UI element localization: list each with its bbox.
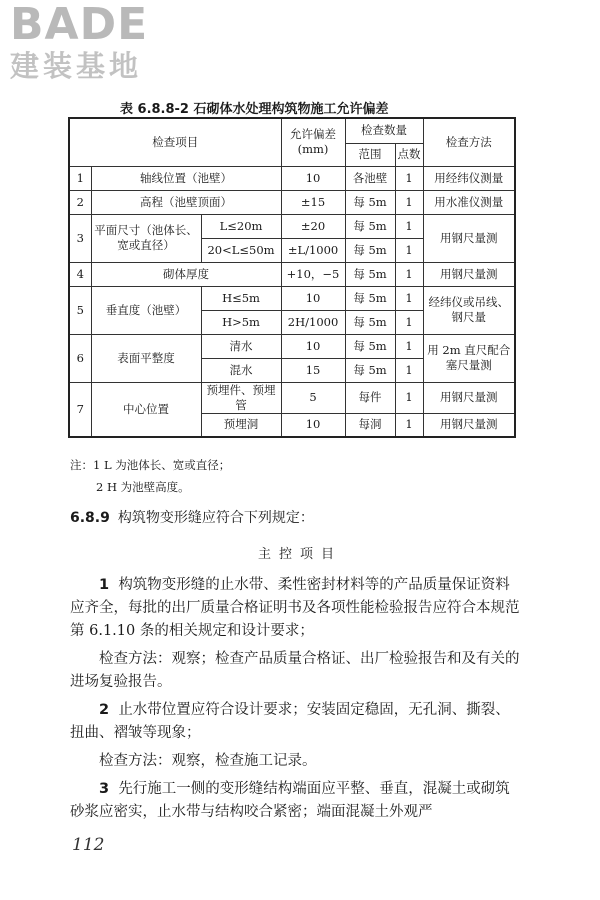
row-item: 轴线位置（池壁） (91, 166, 281, 190)
row-points: 1 (395, 166, 423, 190)
paragraph (70, 574, 522, 643)
header-range: 范围 (345, 143, 395, 166)
paragraph (70, 778, 522, 824)
table-row (69, 382, 515, 413)
row-range: 各池壁 (345, 166, 395, 190)
table-title: 表 6.8.8-2 石砌体水处理构筑物施工允许偏差 (120, 102, 389, 117)
row-condition: H>5m (201, 310, 281, 334)
row-item: 垂直度（池壁） (91, 286, 201, 334)
row-number: 6 (69, 334, 91, 382)
table-notes (70, 454, 230, 498)
header-tolerance-label: 允许偏差 (290, 127, 337, 142)
row-tolerance: ±L/1000 (281, 238, 345, 262)
note-1: 注：1 L 为池体长、宽或直径； (70, 458, 231, 472)
paragraph-number: 2 (99, 702, 110, 718)
row-range: 每 5m (345, 358, 395, 382)
header-points: 点数 (395, 143, 423, 166)
row-condition: 混水 (201, 358, 281, 382)
row-item: 砌体厚度 (91, 262, 281, 286)
row-method: 用经纬仪测量 (423, 166, 515, 190)
row-number: 3 (69, 214, 91, 262)
row-method: 经纬仪或吊线、钢尺量 (423, 286, 515, 334)
paragraph (70, 699, 522, 745)
row-method: 用钢尺量测 (423, 214, 515, 262)
header-quantity: 检查数量 (345, 118, 423, 143)
row-points: 1 (395, 334, 423, 358)
row-range: 每 5m (345, 310, 395, 334)
table-row (69, 286, 515, 310)
clause-heading (70, 507, 314, 527)
paragraph-text: 止水带位置应符合设计要求；安装固定稳固，无孔洞、撕裂、扭曲、褶皱等现象； (70, 702, 510, 741)
row-points: 1 (395, 190, 423, 214)
row-method: 用钢尺量测 (423, 382, 515, 413)
row-points: 1 (395, 358, 423, 382)
row-tolerance: 10 (281, 166, 345, 190)
row-points: 1 (395, 214, 423, 238)
logo-brand-text: BADE (10, 0, 149, 50)
row-number: 1 (69, 166, 91, 190)
body-text (70, 574, 522, 829)
row-item: 高程（池壁顶面） (91, 190, 281, 214)
table-row (69, 334, 515, 358)
row-condition: H≤5m (201, 286, 281, 310)
row-tolerance: +10，−5 (281, 262, 345, 286)
paragraph-number: 3 (99, 781, 110, 797)
table-row (69, 262, 515, 286)
row-condition: L≤20m (201, 214, 281, 238)
row-condition: 20<L≤50m (201, 238, 281, 262)
row-range: 每 5m (345, 286, 395, 310)
row-points: 1 (395, 382, 423, 413)
row-condition: 清水 (201, 334, 281, 358)
row-number: 4 (69, 262, 91, 286)
header-method: 检查方法 (423, 118, 515, 166)
paragraph (70, 750, 522, 773)
row-points: 1 (395, 238, 423, 262)
row-tolerance: 2H/1000 (281, 310, 345, 334)
paragraph-text: 构筑物变形缝的止水带、柔性密封材料等的产品质量保证资料应齐全，每批的出厂质量合格证明书及各项性能检验报告应符合本规范第 6.1.10 条的相关规定和设计要求； (70, 577, 520, 639)
row-tolerance: 10 (281, 413, 345, 437)
paragraph (70, 648, 522, 694)
row-range: 每 5m (345, 238, 395, 262)
row-method: 用钢尺量测 (423, 413, 515, 437)
row-condition: 预埋件、预埋管 (201, 382, 281, 413)
table-row (69, 190, 515, 214)
row-item: 中心位置 (91, 382, 201, 437)
row-points: 1 (395, 262, 423, 286)
row-tolerance: ±20 (281, 214, 345, 238)
row-range: 每件 (345, 382, 395, 413)
page-number: 112 (72, 835, 105, 855)
row-range: 每洞 (345, 413, 395, 437)
table-row (69, 166, 515, 190)
clause-text: 构筑物变形缝应符合下列规定： (117, 510, 314, 526)
row-item: 平面尺寸（池体长、宽或直径） (91, 214, 201, 262)
row-range: 每 5m (345, 190, 395, 214)
row-points: 1 (395, 286, 423, 310)
header-item: 检查项目 (69, 118, 281, 166)
row-points: 1 (395, 310, 423, 334)
row-tolerance: 10 (281, 334, 345, 358)
logo-subtitle: 建装基地 (10, 49, 143, 83)
paragraph-number: 1 (99, 577, 110, 593)
row-range: 每 5m (345, 334, 395, 358)
brand-logo (10, 2, 180, 94)
paragraph-text: 检查方法：观察；检查产品质量合格证、出厂检验报告和及有关的进场复验报告。 (70, 651, 520, 690)
header-tolerance (281, 118, 345, 166)
row-number: 5 (69, 286, 91, 334)
row-tolerance: 10 (281, 286, 345, 310)
row-method: 用水准仪测量 (423, 190, 515, 214)
row-item: 表面平整度 (91, 334, 201, 382)
table-row (69, 214, 515, 238)
header-tolerance-unit: (mm) (297, 142, 329, 157)
row-number: 2 (69, 190, 91, 214)
tolerance-table (68, 117, 516, 438)
note-2: 2 H 为池壁高度。 (96, 480, 190, 494)
row-points: 1 (395, 413, 423, 437)
section-subheading: 主控项目 (257, 547, 342, 562)
clause-number: 6.8.9 (70, 510, 110, 526)
row-method: 用钢尺量测 (423, 262, 515, 286)
paragraph-text: 检查方法：观察，检查施工记录。 (99, 753, 317, 769)
paragraph-text: 先行施工一侧的变形缝结构端面应平整、垂直，混凝土或砌筑砂浆应密实，止水带与结构咬合紧密；端面混凝土外观严 (70, 781, 510, 820)
row-tolerance: ±15 (281, 190, 345, 214)
row-method: 用 2m 直尺配合塞尺量测 (423, 334, 515, 382)
row-tolerance: 15 (281, 358, 345, 382)
row-range: 每 5m (345, 262, 395, 286)
row-tolerance: 5 (281, 382, 345, 413)
row-number: 7 (69, 382, 91, 437)
row-condition: 预埋洞 (201, 413, 281, 437)
row-range: 每 5m (345, 214, 395, 238)
